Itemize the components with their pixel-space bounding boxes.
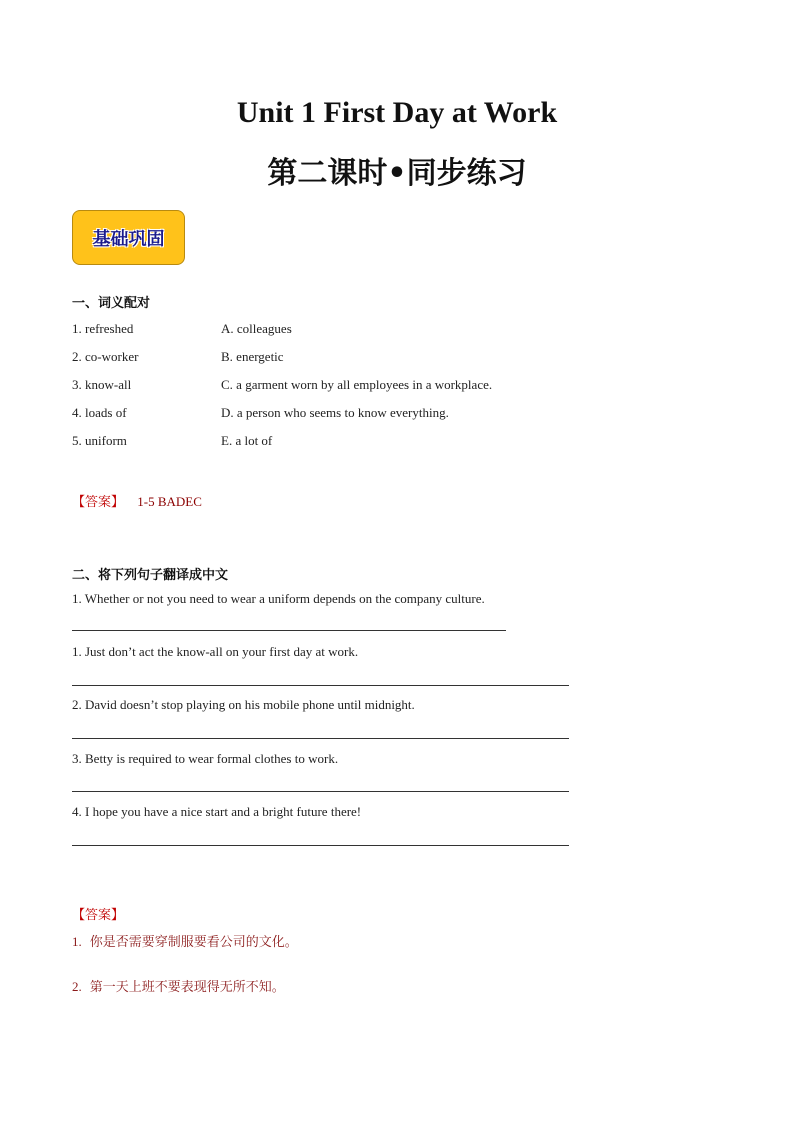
answer-blank-line [72,791,569,792]
answer-blank-line [72,738,569,739]
section2-heading: 二、将下列句子翻译成中文 [72,568,229,583]
section1-answer [72,491,202,510]
section1-heading: 一、词义配对 [72,296,151,311]
answer-text: 你是否需要穿制服要看公司的文化。 [89,935,298,950]
match-right-1: A. colleagues [221,321,292,336]
section-badge: 基础巩固 [72,210,185,265]
match-right-5: E. a lot of [221,433,273,448]
match-right-2: B. energetic [221,349,284,364]
page-subtitle: 第二课时•同步练习 [267,156,527,191]
answer-number: 1. [72,934,82,949]
sentence-4: 3. Betty is required to wear formal clothes to work. [72,751,339,766]
answer-text: 第一天上班不要表现得无所不知。 [89,980,285,995]
match-left-4: 4. loads of [72,405,127,420]
match-right-4: D. a person who seems to know everything. [221,405,449,420]
answer-blank-line [72,845,569,846]
answer-text: 1-5 BADEC [137,494,202,509]
match-left-5: 5. uniform [72,433,127,448]
answer-label: 【答案】 [72,495,125,510]
translation-answer-2 [72,976,285,995]
sentence-1: 1. Whether or not you need to wear a uniform depends on the company culture. [72,591,485,606]
sentence-5: 4. I hope you have a nice start and a bright future there! [72,804,362,819]
match-left-1: 1. refreshed [72,321,134,336]
section2-answer-label: 【答案】 [72,908,125,923]
match-left-2: 2. co-worker [72,349,139,364]
answer-number: 2. [72,979,82,994]
match-right-3: C. a garment worn by all employees in a workplace. [221,377,493,392]
match-left-3: 3. know-all [72,377,132,392]
translation-answer-1 [72,931,298,950]
answer-blank-line [72,630,506,631]
sentence-2: 1. Just don’t act the know-all on your first day at work. [72,644,359,659]
page-title: Unit 1 First Day at Work [236,96,558,129]
answer-blank-line [72,685,569,686]
sentence-3: 2. David doesn’t stop playing on his mobile phone until midnight. [72,697,415,712]
